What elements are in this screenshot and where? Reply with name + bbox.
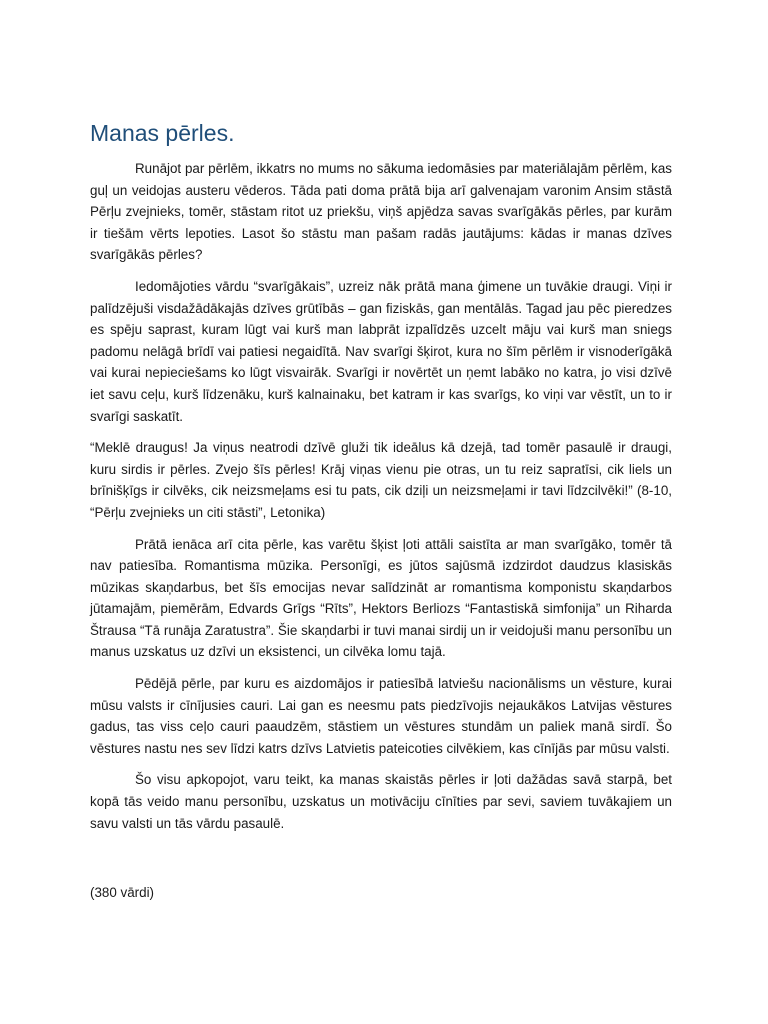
paragraph-history: Pēdējā pērle, par kuru es aizdomājos ir patiesībā latviešu nacionālisms un vēsture, kurai mūsu valsts ir cīnījusies cauri. Lai gan es neesmu pats piedzīvojis nejaukākos Latvijas vēstures gadus, tas viss ceļo cauri paaudzēm, stāstiem un vēstures stundām un paliek manā sirdī. Šo vēstures nastu nes sev līdzi katrs dzīvs Latvietis pateicoties cilvēkiem, kas cīnījās par mūsu valsti. xyxy=(90,676,672,756)
document-title: Manas pērles. xyxy=(90,120,235,146)
paragraph-conclusion: Šo visu apkopojot, varu teikt, ka manas skaistās pērles ir ļoti dažādas savā starpā, bet kopā tās veido manu personību, uzskatus un motivāciju cīnīties par sevi, saviem tuvākajiem un savu valsti un tās vārdu pasaulē. xyxy=(90,772,672,831)
paragraph-quote: “Meklē draugus! Ja viņus neatrodi dzīvē gluži tik ideālus kā dzejā, tad tomēr pasaulē ir draugi, kuru sirdis ir pērles. Zvejo šīs pērles! Krāj viņas vienu pie otras, un tu reiz sapratīsi, cik liels un brīnišķīgs ir cilvēks, cik neizsmeļams esi tu pats, cik dziļi un neizsmeļami ir tavi līdzcilvēki!” (8-10, “Pērļu zvejnieks un citi stāsti”, Letonika) xyxy=(90,440,672,520)
paragraph-music: Prātā ienāca arī cita pērle, kas varētu šķist ļoti attāli saistīta ar man svarīgāko, tomēr tā nav patiesība. Romantisma mūzika. Personīgi, es jūtos sajūsmā izdzirdot daudzus klasiskās mūzikas skaņdarbus, bet šīs emocijas nevar salīdzināt ar romantisma komponistu skaņdarbos jūtamajām, piemērām, Edvards Grīgs “Rīts”, Hektors Berliozs “Fantastiskā simfonija” un Riharda Štrausa “Tā runāja Zaratustra”. Šie skaņdarbi ir tuvi manai sirdij un ir veidojuši manu personību un manus uzskatus uz dzīvi un eksistenci, un cilvēka lomu tajā. xyxy=(90,536,672,660)
paragraph-intro: Runājot par pērlēm, ikkatrs no mums no sākuma iedomāsies par materiālajām pērlēm, kas guļ un veidojas austeru vēderos. Tāda pati doma prātā bija arī galvenajam varonim Ansim stāstā Pērļu zvejnieks, tomēr, stāstam ritot uz priekšu, viņš apjēdza savas svarīgākās pērles, par kurām ir tiešām vērts lepoties. Lasot šo stāstu man pašam radās jautājums: kādas ir manas dzīves svarīgākās pērles? xyxy=(90,161,672,263)
document-body xyxy=(90,118,672,844)
word-count: (380 vārdi) xyxy=(90,885,155,900)
paragraph-family-friends: Iedomājoties vārdu “svarīgākais”, uzreiz nāk prātā mana ģimene un tuvākie draugi. Viņi ir palīdzējuši visdažādākajās dzīves grūtībās – gan fiziskās, gan mentālās. Tagad jau pēc pieredzes es spēju saprast, kuram lūgt vai kurš man labprāt izpalīdzēs uzcelt māju vai kurš man sniegs padomu nelāgā brīdī vai patiesi negaidītā. Nav svarīgi šķirot, kura no šīm pērlēm ir visnoderīgākā vai kurai nepieciešams ko lūgt visvairāk. Svarīgi ir novērtēt un ņemt labāko no katra, jo visi dzīvē iet savu ceļu, kurš līdzenāku, kurš kalnainaku, bet katram ir kas svarīgs, ko viņi var vēstīt, un to ir svarīgi saskatīt. xyxy=(90,278,672,424)
